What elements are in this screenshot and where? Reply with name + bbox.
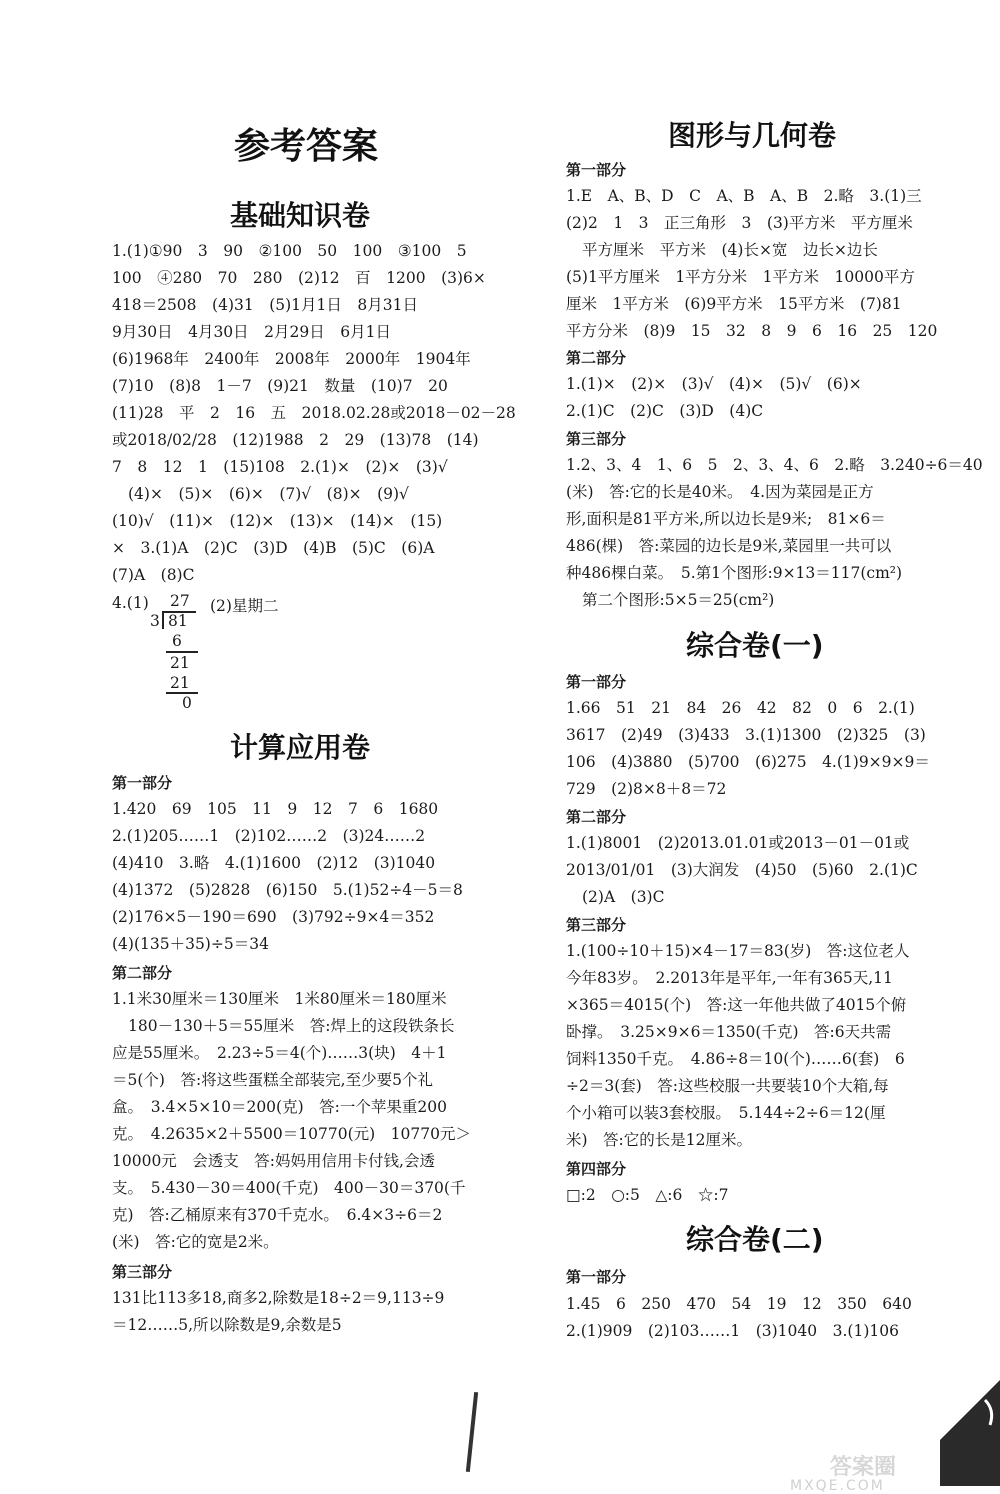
answer-line: ＝5(个) 答:将这些蛋糕全部装完,至少要5个礼: [112, 1071, 433, 1089]
division-quotient: 27: [170, 592, 190, 610]
answer-line: 应是55厘米。 2.23÷5＝4(个)……3(块) 4＋1: [112, 1044, 447, 1062]
answer-line: 平方分米 (8)9 15 32 8 9 6 16 25 120: [566, 322, 938, 340]
answer-line: 418＝2508 (4)31 (5)1月1日 8月31日: [112, 296, 418, 314]
section-title-geometry: 图形与几何卷: [668, 119, 837, 152]
answer-line: 支。 5.430－30＝400(千克) 400－30＝370(千: [112, 1179, 466, 1197]
part-label: 第二部分: [112, 964, 173, 982]
answer-line: 486(棵) 答:菜园的边长是9米,菜园里一共可以: [566, 537, 892, 555]
answer-line: (5)1平方厘米 1平方分米 1平方米 10000平方: [566, 268, 915, 286]
answer-line: 1.(100÷10＋15)×4－17＝83(岁) 答:这位老人: [566, 942, 910, 960]
division-dividend: 81: [168, 612, 188, 630]
part-label: 第一部分: [566, 161, 627, 179]
answer-line: 1.E A、B、D C A、B A、B 2.略 3.(1)三: [566, 187, 922, 205]
answer-line: (2)176×5－190＝690 (3)792÷9×4＝352: [112, 908, 435, 926]
answer-line: 7 8 12 1 (15)108 2.(1)× (2)× (3)√: [112, 458, 448, 476]
answer-line: □:2 ○:5 △:6 ☆:7: [566, 1186, 729, 1204]
answer-line: 平方厘米 平方米 (4)长×宽 边长×边长: [582, 241, 878, 259]
division-line: [166, 651, 198, 653]
answer-line: × 3.(1)A (2)C (3)D (4)B (5)C (6)A: [112, 539, 435, 557]
answer-line: (米) 答:它的长是40米。 4.因为菜园是正方: [566, 483, 874, 501]
answer-line: 100 ④280 70 280 (2)12 百 1200 (3)6×: [112, 269, 486, 287]
part-label: 第一部分: [566, 673, 627, 691]
division-step-3: 21: [170, 674, 190, 692]
part-label: 第四部分: [566, 1160, 627, 1178]
section-title-comprehensive-1: 综合卷(一): [686, 629, 824, 662]
division-bracket: [162, 611, 164, 629]
answer-line: 盒。 3.4×5×10＝200(克) 答:一个苹果重200: [112, 1098, 447, 1116]
answer-line: 1.420 69 105 11 9 12 7 6 1680: [112, 800, 439, 818]
part-label: 第三部分: [112, 1263, 173, 1281]
answer-line: 729 (2)8×8＋8＝72: [566, 780, 727, 798]
answer-line: 131比113多18,商多2,除数是18÷2＝9,113÷9: [112, 1289, 445, 1307]
answer-line: 2.(1)909 (2)103……1 (3)1040 3.(1)106: [566, 1322, 899, 1340]
answer-line: 饲料1350千克。 4.86÷8＝10(个)……6(套) 6: [566, 1050, 905, 1068]
answer-line: 厘米 1平方米 (6)9平方米 15平方米 (7)81: [566, 295, 902, 313]
answer-line: (7)A (8)C: [112, 566, 195, 584]
division-step-1: 6: [172, 632, 182, 650]
answer-line: (7)10 (8)8 1－7 (9)21 数量 (10)7 20: [112, 377, 448, 395]
part-label: 第一部分: [112, 774, 173, 792]
division-remainder: 0: [182, 694, 192, 712]
part-label: 第三部分: [566, 916, 627, 934]
answer-line: (6)1968年 2400年 2008年 2000年 1904年: [112, 350, 471, 368]
answer-line: 克) 答:乙桶原来有370千克水。 6.4×3÷6＝2: [112, 1206, 443, 1224]
answer-line: ＝12……5,所以除数是9,余数是5: [112, 1316, 342, 1334]
part-label: 第二部分: [566, 349, 627, 367]
watermark-logo: [790, 1380, 1000, 1494]
answer-line: 1.1米30厘米＝130厘米 1米80厘米＝180厘米: [112, 990, 447, 1008]
answer-line: 或2018/02/28 (12)1988 2 29 (13)78 (14): [112, 431, 479, 449]
answer-line: (4)410 3.略 4.(1)1600 (2)12 (3)1040: [112, 854, 436, 872]
answer-line: 2.(1)C (2)C (3)D (4)C: [566, 402, 764, 420]
part-label: 第一部分: [566, 1268, 627, 1286]
answer-line: 9月30日 4月30日 2月29日 6月1日: [112, 323, 391, 341]
answer-line: (10)√ (11)× (12)× (13)× (14)× (15): [112, 512, 443, 530]
answer-line: (2)2 1 3 正三角形 3 (3)平方米 平方厘米: [566, 214, 913, 232]
answer-line: 1.(1)× (2)× (3)√ (4)× (5)√ (6)×: [566, 375, 862, 393]
watermark-url: MXQE.COM: [790, 1478, 885, 1494]
answer-line: ×365＝4015(个) 答:这一年他共做了4015个俯: [566, 996, 907, 1014]
answer-line: 1.66 51 21 84 26 42 82 0 6 2.(1): [566, 699, 915, 717]
answer-line: 克。 4.2635×2＋5500＝10770(元) 10770元＞: [112, 1125, 471, 1143]
answer-line: (4)(135＋35)÷5＝34: [112, 935, 269, 953]
answer-line: (米) 答:它的宽是2米。: [112, 1233, 279, 1251]
answer-line: 形,面积是81平方米,所以边长是9米; 81×6＝: [566, 510, 886, 528]
answer-line: (4)× (5)× (6)× (7)√ (8)× (9)√: [128, 485, 409, 503]
answer-line: 2.(1)205……1 (2)102……2 (3)24……2: [112, 827, 426, 845]
answer-line: 1.(1)8001 (2)2013.01.01或2013－01－01或: [566, 834, 910, 852]
division-divisor: 3: [150, 612, 160, 630]
answer-line: 个小箱可以装3套校服。 5.144÷2÷6＝12(厘: [566, 1104, 886, 1122]
section-title-comprehensive-2: 综合卷(二): [686, 1223, 824, 1256]
answer-line: (4)1372 (5)2828 (6)150 5.(1)52÷4－5＝8: [112, 881, 463, 899]
answer-line: 180－130＋5＝55厘米 答:焊上的这段铁条长: [128, 1017, 455, 1035]
answer-line: 1.(1)①90 3 90 ②100 50 100 ③100 5: [112, 242, 467, 260]
answer-line: 米) 答:它的长是12厘米。: [566, 1131, 752, 1149]
answer-line: ÷2＝3(套) 答:这些校服一共要装10个大箱,每: [566, 1077, 889, 1095]
answer-line: 今年83岁。 2.2013年是平年,一年有365天,11: [566, 969, 893, 987]
section-title-calculation: 计算应用卷: [230, 731, 371, 764]
long-division: [112, 590, 279, 715]
answer-line: 106 (4)3880 (5)700 (6)275 4.(1)9×9×9＝: [566, 753, 930, 771]
part-label: 第三部分: [566, 430, 627, 448]
part-label: 第二部分: [566, 808, 627, 826]
answer-line: 卧撑。 3.25×9×6＝1350(千克) 答:6天共需: [566, 1023, 892, 1041]
section-title-basic-knowledge: 基础知识卷: [230, 199, 371, 232]
answer-line: (11)28 平 2 16 五 2018.02.28或2018－02－28: [112, 404, 516, 422]
scan-mark: [466, 1392, 478, 1472]
answer-line: 3617 (2)49 (3)433 3.(1)1300 (2)325 (3): [566, 726, 926, 744]
answer-line: 第二个图形:5×5＝25(cm²): [582, 591, 775, 609]
answer-line: 2013/01/01 (3)大润发 (4)50 (5)60 2.(1)C: [566, 861, 918, 879]
watermark-text: 答案圈: [830, 1455, 897, 1480]
question-4-label: 4.(1): [112, 594, 149, 612]
division-step-2: 21: [170, 654, 190, 672]
answer-line: (2)A (3)C: [582, 888, 665, 906]
watermark-graphic: [940, 1380, 1000, 1486]
question-4-part-2: (2)星期二: [210, 597, 279, 615]
answer-line: 10000元 会透支 答:妈妈用信用卡付钱,会透: [112, 1152, 435, 1170]
page-title: 参考答案: [234, 126, 379, 167]
answer-line: 1.2、3、4 1、6 5 2、3、4、6 2.略 3.240÷6＝40: [566, 456, 983, 474]
answer-line: 1.45 6 250 470 54 19 12 350 640: [566, 1295, 912, 1313]
answer-line: 种486棵白菜。 5.第1个图形:9×13＝117(cm²): [566, 564, 903, 582]
